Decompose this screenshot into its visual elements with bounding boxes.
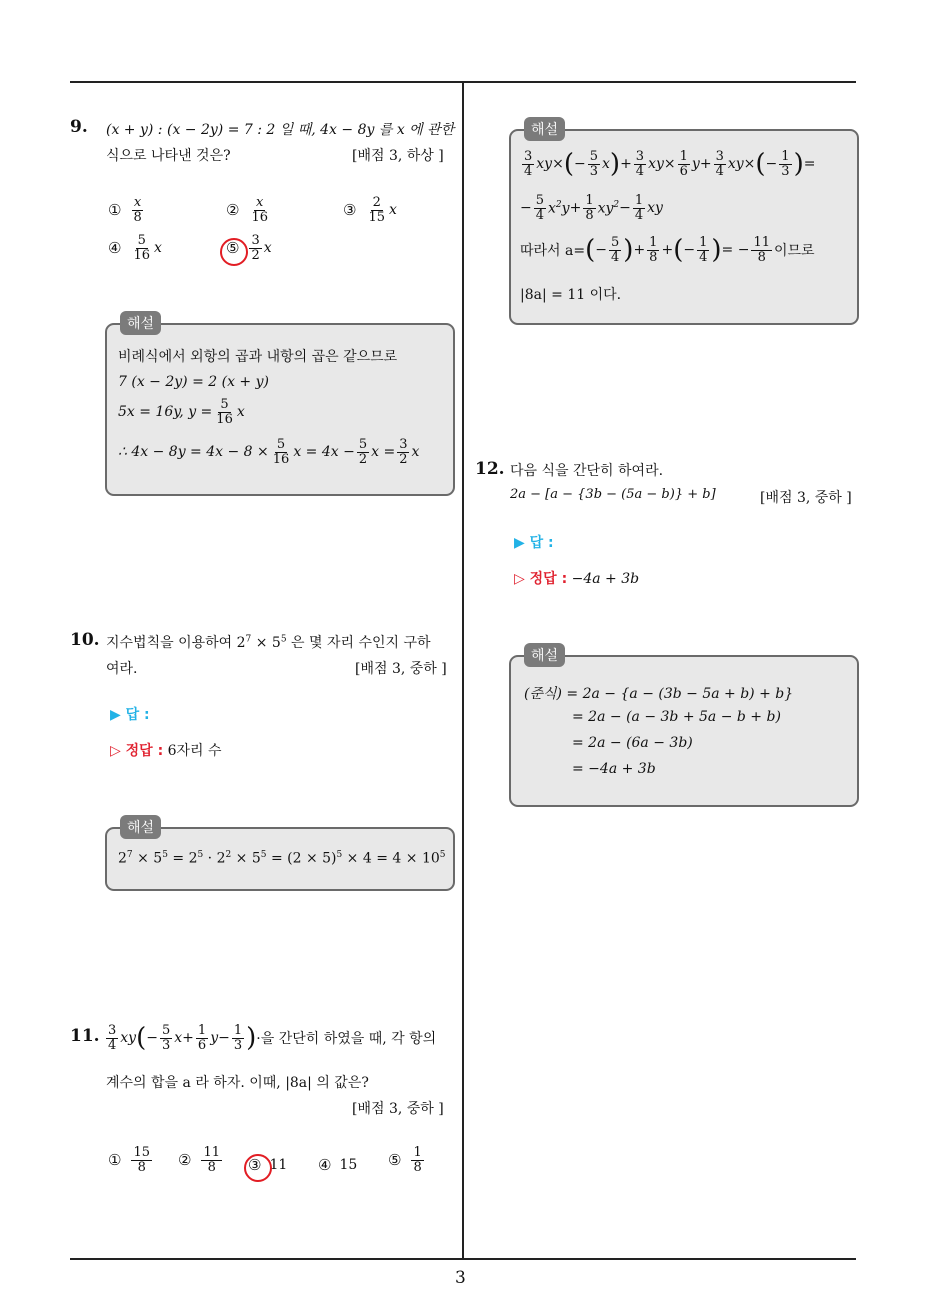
choice-number: ⑤ xyxy=(388,1151,402,1170)
q11-text-a: $\frac{3}{4}$ xy ( − $\frac{5}{3}$ x + $\frac{1}{6}$ y − $\frac{1}{3}$ ) ·을 간단히 하였을 때, 각 항의 xyxy=(108,1023,437,1054)
q10-number: 10. xyxy=(70,630,100,650)
q12-points: [배점 3, 중하 ] xyxy=(760,490,852,506)
q11-sol-line-4: |8a| = 11 이다. xyxy=(520,287,622,303)
column-divider xyxy=(462,81,464,1258)
q12-sol-line-1: (준식) = 2a − {a − (3b − 5a + b) + b} xyxy=(524,686,794,702)
choice-number: ⑤ xyxy=(226,239,240,258)
choice-number: ② xyxy=(226,201,240,220)
q12-sol-line-3: = 2a − (6a − 3b) xyxy=(572,735,693,751)
choice-number: ③ xyxy=(248,1156,262,1174)
q11-text-b: 계수의 합을 a 라 하자. 이때, |8a| 의 값은? xyxy=(106,1075,369,1091)
q9-sol-line-3: 5x = 16y, y = $\frac{5}{16}$ x xyxy=(118,397,245,427)
q9-choice-4[interactable]: ④ $\frac{5}{16}$ x xyxy=(108,233,162,263)
q10-solution-tag: 해설 xyxy=(120,815,161,839)
q9-choice-5[interactable]: ⑤ $\frac{3}{2}$ x xyxy=(226,233,272,263)
choice-number: ① xyxy=(108,1151,122,1170)
choice-number: ③ xyxy=(343,201,357,220)
q10-answer-label: ▶ 답 : xyxy=(110,707,150,723)
q12-text-a: 다음 식을 간단히 하여라. xyxy=(510,463,664,479)
q10-text-b: 여라. xyxy=(106,661,138,677)
page-number: 3 xyxy=(455,1268,466,1288)
q12-number: 12. xyxy=(475,459,505,479)
q12-correct: ▷ 정답 : −4a + 3b xyxy=(514,571,640,587)
q12-solution-box xyxy=(509,655,859,807)
q11-choice-4[interactable]: ④ 15 xyxy=(318,1156,358,1174)
q9-choice-1[interactable]: ① $\frac{x}{8}$ xyxy=(108,195,142,225)
q11-sol-line-3: 따라서 a= ( − $\frac{5}{4}$ ) + $\frac{1}{8}$ + ( − $\frac{1}{4}$ ) = − $\frac{11}{8}$ 이므로 xyxy=(520,235,815,266)
q11-choice-5[interactable]: ⑤ $\frac{1}{8}$ xyxy=(388,1145,422,1175)
choice-number: ④ xyxy=(108,239,122,258)
choice-number: ④ xyxy=(318,1156,332,1174)
q11-number: 11. xyxy=(70,1026,100,1046)
q9-number: 9. xyxy=(70,117,88,137)
q9-points: [배점 3, 하상 ] xyxy=(352,148,444,164)
choice-number: ① xyxy=(108,201,122,220)
bottom-rule xyxy=(70,1258,856,1260)
q11-choice-1[interactable]: ① $\frac{15}{8}$ xyxy=(108,1145,150,1175)
q9-text-b: 식으로 나타낸 것은? xyxy=(106,148,231,164)
q11-choice-3[interactable]: ③ 11 xyxy=(248,1156,288,1174)
q11-solution-tag: 해설 xyxy=(524,117,565,141)
q11-points: [배점 3, 중하 ] xyxy=(352,1101,444,1117)
q9-choice-3[interactable]: ③ $\frac{2}{15}$ x xyxy=(343,195,397,225)
q12-sol-line-2: = 2a − (a − 3b + 5a − b + b) xyxy=(572,709,781,725)
q10-text-a: 지수법칙을 이용하여 $2^7 \times 5^5$ 은 몇 자리 수인지 구하 xyxy=(106,634,431,651)
q12-sol-line-4: = −4a + 3b xyxy=(572,761,656,777)
q12-expr: 2a − [a − {3b − (5a − b)} + b] xyxy=(510,487,716,502)
q12-solution-tag: 해설 xyxy=(524,643,565,667)
q9-text-a: (x + y) : (x − 2y) = 7 : 2 일 때, 4x − 8y 를 x 에 관한 xyxy=(106,122,455,138)
q11-choice-2[interactable]: ② $\frac{11}{8}$ xyxy=(178,1145,220,1175)
q11-sol-line-1: $\frac{3}{4}$ xy × ( − $\frac{5}{3}$ x ) + $\frac{3}{4}$ xy × $\frac{1}{6}$ y + $\frac{3}{4}$ xy × ( − $\frac{1}{3}$ ) = xyxy=(524,149,816,180)
q9-selected-mark-icon xyxy=(220,238,248,266)
q11-sol-line-2: − $\frac{5}{4}$ $x^2y$ + $\frac{1}{8}$ $xy^2$ − $\frac{1}{4}$ xy xyxy=(520,193,663,223)
choice-number: ② xyxy=(178,1151,192,1170)
q9-sol-line-4: ∴ 4x − 8y = 4x − 8 × $\frac{5}{16}$ x = 4x − $\frac{5}{2}$ x = $\frac{3}{2}$ x xyxy=(118,437,420,467)
q10-sol-line: $2^7 \times 5^5 = 2^5 \cdot 2^2 \times 5^5 = (2 \times 5)^5 \times 4 = 4 \times 10^5$ xyxy=(118,850,446,867)
q10-correct: ▷ 정답 : 6자리 수 xyxy=(110,743,222,759)
q10-points: [배점 3, 중하 ] xyxy=(355,661,447,677)
q9-solution-tag: 해설 xyxy=(120,311,161,335)
q9-choice-2[interactable]: ② $\frac{x}{16}$ xyxy=(226,195,268,225)
q9-sol-line-1: 비례식에서 외항의 곱과 내항의 곱은 같으므로 xyxy=(118,349,398,365)
q11-selected-mark-icon xyxy=(244,1154,272,1182)
q9-sol-line-2: 7 (x − 2y) = 2 (x + y) xyxy=(118,374,269,390)
q12-answer-label: ▶ 답 : xyxy=(514,535,554,551)
